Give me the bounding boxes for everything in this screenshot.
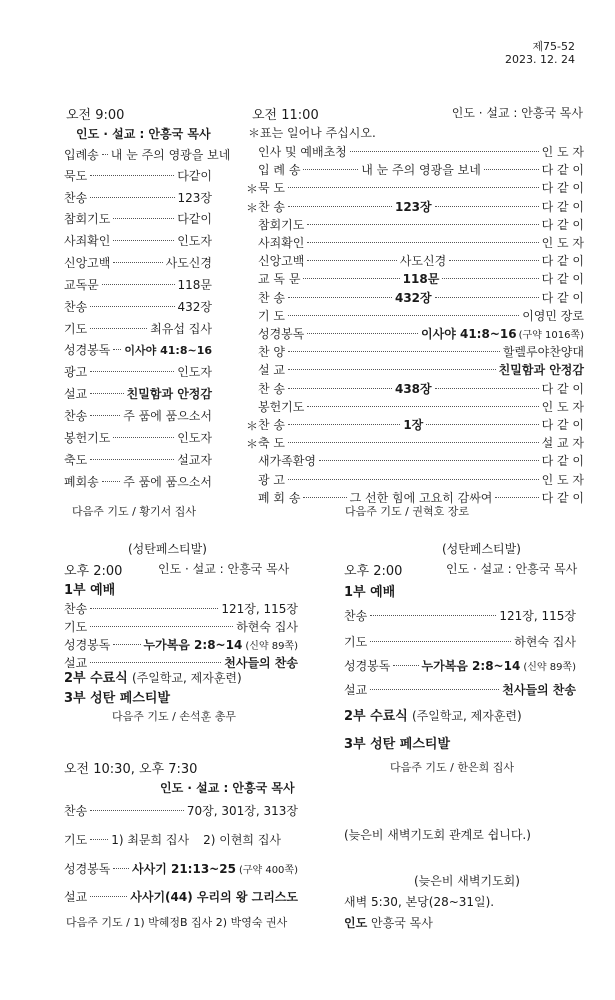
fest-left-next-prayer: 다음주 기도 / 손석훈 총무 (112, 710, 236, 723)
fest-left-order-label: 기도 (64, 620, 88, 634)
dot-leader (435, 297, 539, 298)
s9-order-value: 내 눈 주의 영광을 보네 (110, 148, 231, 162)
fest-right-order-label: 성경봉독 (344, 659, 391, 673)
s11-order-value: 인 도 자 (541, 236, 584, 250)
dot-leader (90, 306, 174, 307)
s9-order-row (64, 210, 212, 227)
s11-order-row (258, 361, 584, 378)
s9-order-row (64, 473, 212, 490)
fest-left-order-label: 찬송 (64, 602, 88, 616)
notice-rest: (늦은비 새벽기도회 관계로 쉽니다.) (344, 828, 531, 842)
dot-leader (426, 424, 538, 425)
s1030-next-prayer: 다음주 기도 / 1) 박혜정B 집사 2) 박영숙 권사 (66, 916, 288, 929)
dot-leader (288, 442, 539, 443)
dot-leader (288, 351, 500, 352)
dot-leader (303, 169, 358, 170)
dot-leader (288, 388, 392, 389)
s9-order-label: 설교 (64, 387, 88, 401)
fest-left-leader: 인도 · 설교 : 안흥국 목사 (158, 562, 290, 576)
s11-order-row (258, 398, 584, 415)
s11-order-label: 묵 도 (258, 181, 285, 196)
s11-order-row (258, 234, 584, 251)
fest-left-order-label: 성경봉독 (64, 638, 111, 652)
s9-order-row (64, 189, 212, 206)
s1030-time: 오전 10:30, 오후 7:30 (64, 762, 198, 777)
dot-leader (435, 388, 539, 389)
s11-order-value: 다 같 이 (541, 418, 585, 432)
dot-leader (319, 460, 539, 461)
s1030-prayer-2: 2) 이현희 집사 (203, 833, 281, 847)
s11-stand-star: ＊ (246, 200, 259, 215)
s11-order-value: 다 같 이 (541, 254, 584, 269)
s11-order-label: 광 고 (258, 472, 285, 487)
dot-leader (370, 689, 499, 690)
s11-order-value: 다 같 이 (541, 163, 584, 178)
s11-order-label: 입 례 송 (258, 163, 301, 178)
s11-order-label: 축 도 (258, 436, 285, 451)
s9-order-row (64, 146, 231, 163)
dot-leader (307, 406, 538, 407)
dot-leader (307, 224, 538, 225)
s9-order-value: 인도자 (177, 365, 212, 379)
s11-stand-note: ＊표는 일어나 주십시오. (248, 126, 376, 140)
s9-order-label: 찬송 (64, 191, 88, 205)
dot-leader (350, 151, 539, 152)
s11-order-row (258, 161, 584, 178)
fest-right-part2-sub: (주일학교, 제자훈련) (411, 709, 522, 723)
s11-order-label: 인사 및 예배초청 (258, 145, 347, 159)
fest-left-time: 오후 2:00 (64, 564, 123, 579)
dot-leader (303, 278, 399, 279)
s11-order-row (258, 216, 584, 233)
fest-right-order-row (344, 633, 576, 650)
s1030-sermon-row (64, 888, 298, 905)
dot-leader (90, 393, 123, 394)
s11-order-row (258, 252, 584, 269)
s11-order-row (258, 270, 584, 287)
s11-order-label: 설 교 (258, 363, 285, 378)
s9-order-label: 신앙고백 (64, 256, 111, 270)
issue-number: 제75-52 (532, 40, 575, 53)
s9-order-value: 최유섭 집사 (150, 322, 212, 336)
fest-left-order-value: 121장, 115장 (221, 602, 298, 616)
fest-right-order-value: 121장, 115장 (499, 609, 576, 623)
fest-right-next-prayer: 다음주 기도 / 한은희 집사 (390, 761, 514, 774)
fest-right-part1: 1부 예배 (344, 585, 396, 600)
s9-order-value: 인도자 (177, 431, 212, 445)
s1030-reading-value: 사사기 21:13~25 (132, 862, 236, 876)
s11-order-value: 인 도 자 (541, 145, 584, 159)
dot-leader (370, 641, 511, 642)
s11-order-label: 참회기도 (258, 217, 305, 232)
s1030-prayer-1: 1) 최문희 집사 (111, 833, 190, 847)
dot-leader (307, 242, 538, 243)
s11-order-label: 새가족환영 (258, 454, 316, 469)
dot-leader (113, 218, 174, 219)
dawn-leader-label: 인도 (344, 916, 368, 930)
s11-order-value: 친밀함과 안정감 (498, 363, 584, 378)
s11-order-row (258, 325, 584, 342)
dawn-leader-name: 안흥국 목사 (371, 916, 433, 930)
s11-order-middle: 123장 (394, 199, 432, 214)
s9-order-label: 입례송 (64, 148, 99, 162)
dot-leader (102, 284, 175, 285)
fest-left-part2-title: 2부 수료식 (64, 671, 128, 686)
dawn-time: 새벽 5:30, 본당(28~31일). (344, 895, 495, 909)
fest-left-order-value: 천사들의 찬송 (224, 656, 298, 670)
s11-stand-star: ＊ (246, 419, 259, 433)
s11-order-value: 다 같 이 (541, 272, 584, 287)
dot-leader (90, 608, 218, 609)
s9-order-label: 묵도 (64, 169, 88, 183)
s11-order-value: 다 같 이 (541, 381, 584, 396)
s11-order-middle: 438장 (394, 381, 432, 396)
fest-right-order-value: 누가복음 2:8~14 (421, 659, 521, 673)
s9-order-value: 이사야 41:8~16 (124, 344, 212, 357)
dot-leader (484, 169, 539, 170)
s11-order-label: 폐 회 송 (258, 490, 301, 505)
dot-leader (113, 644, 140, 645)
dot-leader (288, 297, 392, 298)
s1030-reading-page: (구약 400쪽) (238, 865, 298, 876)
s11-stand-star: ＊ (246, 182, 259, 197)
s11-order-label: 찬 송 (258, 290, 285, 305)
s9-order-value: 인도자 (177, 234, 212, 248)
dot-leader (90, 197, 174, 198)
s11-order-value: 다 같 이 (541, 199, 584, 214)
s11-stand-star: ＊ (246, 437, 259, 452)
fest-right-order-label: 설교 (344, 683, 368, 697)
s9-order-value: 118문 (177, 278, 212, 292)
s11-leader: 인도 · 설교 : 안흥국 목사 (451, 106, 583, 120)
s9-order-row (64, 167, 212, 184)
s1030-prayer-row (64, 831, 298, 848)
dot-leader (90, 328, 147, 329)
s1030-sermon-value: 사사기(44) 우리의 왕 그리스도 (130, 890, 298, 904)
s9-order-row (64, 429, 212, 446)
s11-order-label: 찬 송 (258, 199, 285, 214)
s1030-reading-label: 성경봉독 (64, 862, 111, 876)
s9-order-row (64, 254, 212, 271)
s11-order-row (258, 289, 584, 306)
s11-order-row (258, 380, 584, 397)
s9-order-label: 사죄확인 (64, 234, 111, 248)
dot-leader (102, 481, 120, 482)
s11-order-value: 인 도 자 (541, 399, 584, 414)
dot-leader (288, 479, 539, 480)
s9-order-value: 다같이 (177, 212, 212, 226)
s11-order-middle: 이사야 41:8~16 (421, 327, 517, 341)
s9-order-row (64, 451, 212, 468)
fest-right-order-label: 찬송 (344, 609, 368, 623)
fest-right-order-label: 기도 (344, 635, 368, 649)
s11-order-label: 찬 송 (258, 418, 285, 432)
dot-leader (393, 665, 418, 666)
s9-order-row (64, 407, 212, 424)
s11-order-value: 다 같 이 (541, 490, 584, 505)
fest-right-time: 오후 2:00 (344, 564, 403, 579)
s11-order-value: 다 같 이 (541, 454, 584, 469)
s9-leader: 인도 · 설교 : 안흥국 목사 (76, 127, 211, 141)
s11-order-row (258, 143, 584, 160)
s11-order-label: 사죄확인 (258, 236, 305, 250)
fest-right-order-page: (신약 89쪽) (523, 662, 576, 673)
s11-order-row (258, 471, 584, 488)
s11-order-label: 찬 송 (258, 381, 285, 396)
s9-order-value: 주 품에 품으소서 (123, 475, 212, 489)
s9-order-label: 참회기도 (64, 212, 111, 226)
s1030-hymn-label: 찬송 (64, 804, 88, 818)
dot-leader (113, 349, 121, 350)
s11-order-value: (구약 1016쪽) (518, 330, 584, 341)
s9-time: 오전 9:00 (66, 108, 125, 123)
s9-order-label: 교독문 (64, 278, 99, 292)
dot-leader (288, 206, 392, 207)
s11-time: 오전 11:00 (252, 108, 319, 123)
s1030-prayer-label: 기도 (64, 833, 88, 847)
fest-left-part1: 1부 예배 (64, 583, 116, 598)
dot-leader (288, 315, 519, 316)
fest-right-order-row (344, 681, 576, 698)
s9-order-value: 432장 (177, 300, 212, 314)
s1030-sermon-label: 설교 (64, 890, 88, 904)
s11-order-label: 봉헌기도 (258, 399, 305, 414)
s9-order-label: 축도 (64, 453, 88, 467)
dot-leader (370, 615, 496, 616)
s9-order-value: 친밀함과 안정감 (126, 387, 212, 401)
s11-order-middle: 118문 (402, 272, 440, 287)
fest-right-part2 (344, 705, 522, 724)
s11-order-middle: 사도신경 (399, 254, 447, 269)
s9-order-value: 사도신경 (165, 256, 212, 270)
s11-next-prayer: 다음주 기도 / 권혁호 장로 (345, 505, 469, 518)
s9-order-row (64, 320, 212, 337)
s11-order-middle: 그 선한 힘에 고요히 감싸여 (349, 490, 493, 505)
s9-order-row (64, 232, 212, 249)
fest-left-order-label: 설교 (64, 656, 88, 670)
dot-leader (288, 424, 400, 425)
fest-left-order-page: (신약 89쪽) (245, 641, 298, 652)
fest-left-order-value: 하현숙 집사 (236, 620, 298, 634)
dawn-leader (344, 914, 433, 931)
fest-right-part2-title: 2부 수료식 (344, 709, 408, 724)
s9-order-label: 찬송 (64, 300, 88, 314)
s9-order-label: 기도 (64, 322, 88, 336)
s11-order-value: 다 같 이 (541, 217, 584, 232)
dot-leader (102, 154, 108, 155)
s1030-hymn-value: 70장, 301장, 313장 (186, 804, 298, 818)
s11-order-row (258, 198, 584, 215)
s11-order-label: 찬 양 (258, 345, 285, 360)
fest-left-part3: 3부 성탄 페스티발 (64, 691, 171, 706)
dot-leader (288, 187, 539, 188)
s9-order-value: 다같이 (177, 169, 212, 183)
dot-leader (90, 371, 174, 372)
bulletin-date: 2023. 12. 24 (505, 53, 575, 66)
fest-left-part2-sub: (주일학교, 제자훈련) (131, 671, 242, 685)
dot-leader (495, 497, 538, 498)
fest-right-order-value: 천사들의 찬송 (502, 683, 576, 697)
s9-order-value: 설교자 (177, 453, 212, 467)
s9-order-row (64, 363, 212, 380)
fest-right-order-row (344, 607, 576, 624)
s11-order-row (258, 179, 584, 196)
s11-order-middle: 내 눈 주의 영광을 보네 (361, 163, 481, 178)
dawn-title: (늦은비 새벽기도회) (414, 874, 520, 888)
s9-order-row (64, 276, 212, 293)
dot-leader (307, 260, 396, 261)
dot-leader (90, 626, 233, 627)
fest-left-title: (성탄페스티발) (128, 542, 207, 556)
s11-order-row (258, 452, 584, 469)
s11-order-value: 다 같 이 (541, 181, 584, 196)
s11-order-row (258, 343, 584, 360)
s11-order-row (258, 416, 584, 433)
s9-order-label: 찬송 (64, 409, 88, 423)
dot-leader (435, 206, 539, 207)
s9-order-label: 성경봉독 (64, 343, 111, 357)
dot-leader (449, 260, 538, 261)
s9-order-label: 봉헌기도 (64, 431, 111, 445)
s9-order-row (64, 298, 212, 315)
s11-order-row (258, 307, 584, 324)
dot-leader (113, 437, 174, 438)
fest-right-order-value: 하현숙 집사 (514, 635, 576, 649)
s1030-hymn-row (64, 802, 298, 819)
s11-order-value: 설 교 자 (541, 436, 584, 451)
s11-order-value: 할렐루야찬양대 (502, 345, 584, 360)
dot-leader (90, 459, 174, 460)
s11-order-middle: 432장 (394, 290, 432, 305)
s11-order-value: 이영민 장로 (522, 308, 584, 323)
s9-order-label: 광고 (64, 365, 88, 379)
dot-leader (307, 333, 418, 334)
fest-right-order-row (344, 657, 576, 674)
s9-order-value: 주 품에 품으소서 (123, 409, 212, 423)
s11-order-label: 기 도 (258, 308, 285, 323)
s11-order-value: 인 도 자 (541, 472, 584, 487)
s11-order-middle: 1장 (403, 418, 424, 432)
fest-left-part2 (64, 667, 242, 686)
s11-order-value: 다 같 이 (541, 290, 584, 305)
s11-order-label: 교 독 문 (258, 272, 301, 287)
dot-leader (303, 497, 346, 498)
s1030-leader: 인도 · 설교 : 안흥국 목사 (160, 781, 295, 795)
s9-order-row (64, 385, 212, 402)
dot-leader (90, 175, 174, 176)
fest-left-order-value: 누가복음 2:8~14 (143, 638, 243, 652)
s1030-reading-row (64, 860, 298, 877)
fest-right-part3: 3부 성탄 페스티발 (344, 737, 451, 752)
dot-leader (288, 369, 496, 370)
dot-leader (442, 278, 538, 279)
dot-leader (90, 415, 120, 416)
dot-leader (113, 240, 174, 241)
s11-order-label: 성경봉독 (258, 327, 305, 341)
fest-right-title: (성탄페스티발) (442, 542, 521, 556)
s11-order-label: 신앙고백 (258, 254, 305, 269)
dot-leader (113, 262, 162, 263)
fest-left-order-row (64, 618, 298, 635)
s9-next-prayer: 다음주 기도 / 황기서 집사 (72, 505, 196, 518)
s11-order-row (258, 434, 584, 451)
fest-left-order-row (64, 636, 298, 653)
fest-left-order-row (64, 600, 298, 617)
dot-leader (90, 662, 221, 663)
s9-order-value: 123장 (177, 191, 212, 205)
s9-order-label: 폐회송 (64, 475, 99, 489)
s9-order-row (64, 341, 212, 358)
fest-right-leader: 인도 · 설교 : 안흥국 목사 (446, 562, 578, 576)
